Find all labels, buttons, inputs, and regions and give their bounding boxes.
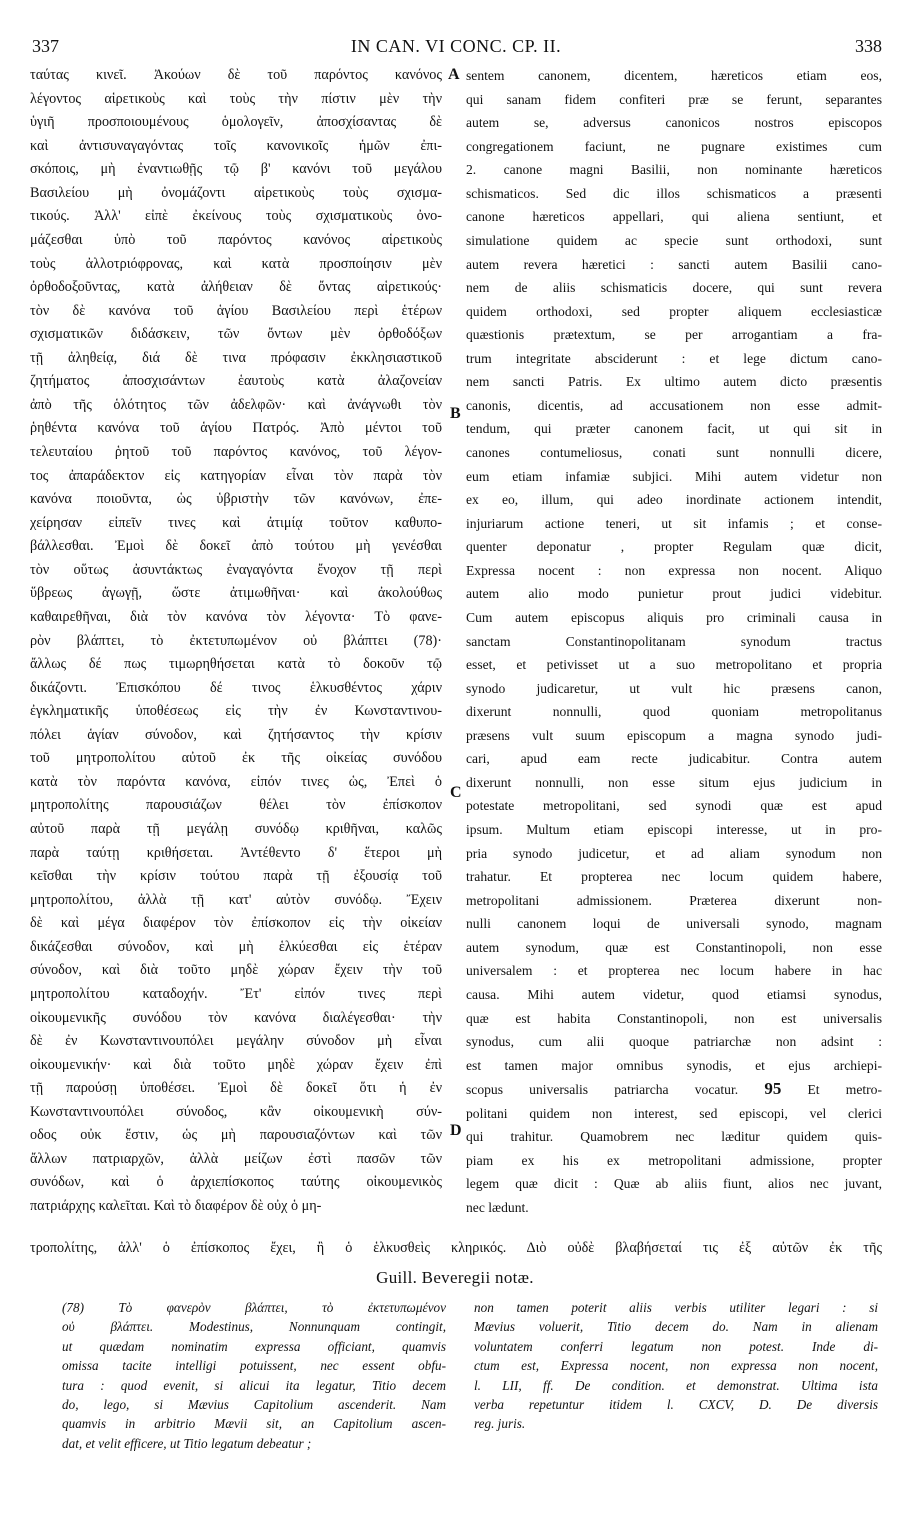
greek-line: παρὰ ταύτῃ κριθήσεται. Ἀντέθεντο δ' ἕτεροι μὴ (30, 844, 442, 861)
greek-line: τικούς. Ἀλλ' εἰπὲ ἐκείνους τοὺς σχισματικοὺς ὀνο- (30, 208, 442, 225)
latin-line: universalem : et propterea nec locum habere in hac (466, 963, 882, 979)
greek-line: δικάζεσθαι σύνοδον, καὶ μὴ ἑλκύεσθαι εἰς ἑτέραν (30, 938, 442, 955)
latin-line: trahatur. Et propterea nec locum quidem habere, (466, 869, 882, 885)
latin-line: quenter deponatur , propter Regulam quæ dicit, (466, 539, 882, 555)
latin-line: qui trahitur. Quamobrem nec læditur quidem quis- (466, 1129, 882, 1145)
latin-line: dixerunt nonnulli, non esse situm ejus judicium in (466, 774, 882, 790)
latin-line: scopus universalis patriarcha vocatur. 95 Et metro- (466, 1079, 882, 1099)
margin-letter-c: C (450, 784, 462, 801)
latin-line: quæ est habita Constantinopoli, non est universalis (466, 1010, 882, 1026)
main-text (30, 64, 882, 1244)
note-line: (78) Τὸ φανερὸν βλάπτει, τὸ ἐκτετυπωμένον (62, 1300, 446, 1315)
greek-line: καὶ ἀντισυναγαγόντας τοῖς κανονικοῖς ἡμῶν ἐπι- (30, 137, 442, 154)
latin-line: qui sanam fidem confiteri præ se ferunt, separantes (466, 91, 882, 107)
note-line: quamvis in arbitrio Mævii sit, an Capitolium ascen- (62, 1416, 446, 1432)
latin-line: injuriarum actione teneri, ut sit infamis ; et conse- (466, 515, 882, 531)
greek-line: σκόποις, μὴ ἐναντιωθῇς τῷ β' κανόνι τοῦ μεγάλου (30, 161, 442, 178)
greek-line: δὲ ἐν Κωνσταντινουπόλει μεγάλην σύνοδον μὴ εἶναι (30, 1033, 442, 1050)
greek-line: αὐτοῦ παρὰ τῇ μεγάλῃ συνόδῳ κριθῆναι, καλῶς (30, 821, 442, 837)
greek-line: ζητήματος ἀποσχισάντων ἑαυτοὺς κατὰ ἀλαζονείαν (30, 373, 442, 390)
greek-line: κεῖσθαι τὴν κρίσιν τούτου παρὰ τῇ ἐξουσίᾳ τοῦ (30, 868, 442, 885)
latin-line: simulatione quidem ac specie sunt orthodoxi, sunt (466, 232, 882, 248)
latin-line: est tamen major omnibus synodis, et ejus archiepi- (466, 1057, 882, 1073)
latin-line: eum etiam infamiæ subjici. Mihi autem videtur non (466, 468, 882, 484)
greek-line: βάλλεσθαι. Ἐμοὶ δὲ δοκεῖ ἀπὸ τούτου μὴ γενέσθαι (30, 538, 442, 555)
greek-line: μητροπολίτου, ἀλλὰ τῇ κατ' αὐτὸν συνόδῳ. Ἔχειν (30, 891, 442, 908)
margin-letter-d: D (450, 1122, 462, 1139)
latin-line: piam ex his ex metropolitani admissione, propter (466, 1152, 882, 1168)
greek-line: ῥηθέντα κανόνα τοῦ ἁγίου Πατρός. Ἀπὸ μέντοι τοῦ (30, 420, 442, 437)
greek-line: κανόνα ποιοῦντα, ὡς ὑβριστὴν τῶν κανόνων, ἐπε- (30, 491, 442, 508)
latin-line: canone hæreticos appellari, qui aliena sentiunt, et (466, 209, 882, 225)
greek-line: τῇ ἀληθείᾳ, διά δὲ τινα πρόφασιν ἐκκλησιαστικοῦ (30, 349, 442, 366)
greek-line: ἐγκληματικῆς ὑποθέσεως εἰς τὴν ἐν Κωνσταντινου- (30, 703, 442, 720)
greek-line: ὑγιῆ προσποιουμένους ὁμολογεῖν, ἀποσχίσαντας δὲ (30, 114, 442, 131)
straddling-greek-line: τροπολίτης, ἀλλ' ὁ ἐπίσκοπος ἔχει, ἢ ὁ ἑλκυσθεὶς κληρικός. Διὸ οὐδὲ βλαβήσεταί τις ἐξ αὐτῶν ἐκ τῆς (30, 1240, 882, 1256)
page-header (30, 36, 882, 60)
note-line: οὐ βλάπτει. Modestinus, Nonnunquam contingit, (62, 1319, 446, 1335)
greek-line: τελευταίου ῥητοῦ τοῦ παρόντος κανόνος, τοῦ λέγον- (30, 444, 442, 460)
note-line: do, lego, si Mævius Capitolium ascenderit. Nam (62, 1397, 446, 1413)
note-line: verba repetuntur itidem l. CXCV, D. De diversis (474, 1397, 878, 1413)
footnotes (62, 1298, 882, 1451)
latin-line: congregationem faciunt, ne pugnare existimes cum (466, 138, 882, 154)
greek-line: ἄλλως δέ πως τιμωρηθήσεται κατὰ τὸ δοκοῦν τῷ (30, 656, 442, 673)
page-number-right: 338 (855, 36, 882, 56)
greek-column (30, 64, 442, 1219)
note-line: voluntatem conferri legatum non potest. Inde di- (474, 1338, 878, 1354)
notes-title: Guill. Beveregii notæ. (376, 1268, 534, 1287)
notes-right-column (474, 1298, 878, 1434)
margin-letter-b: B (450, 405, 461, 422)
greek-line: συνόδων, καὶ ὁ ἀρχιεπίσκοπος ταύτης οἰκουμενικὸς (30, 1174, 442, 1191)
greek-line: μάζεσθαι ὑπὸ τοῦ παρόντος κανόνος αἱρετικοὺς (30, 231, 442, 248)
note-line: ut quædam nominatim expressa officiant, quamvis (62, 1338, 446, 1354)
greek-line: οἰκουμενικῆς συνόδου τὸν κανόνα διαλέγεσθαι· τὴν (30, 1009, 442, 1026)
latin-line: præsens vult suum episcopum a magna synodo judi- (466, 727, 882, 743)
margin-letter-a: A (448, 66, 460, 83)
latin-line: Cum autem episcopus aliquis pro criminali causa in (466, 609, 882, 625)
latin-line: autem synodum, quæ est Constantinopoli, non esse (466, 939, 882, 955)
note-line: tura : quod evenit, si alicui ita legatur, Titio decem (62, 1377, 446, 1393)
latin-line: cari, apud eam recte judicabitur. Contra autem (466, 751, 882, 767)
greek-line: σύνοδον, καὶ διὰ τοῦτο μηδὲ χώραν ἔχειν τὴν τοῦ (30, 962, 442, 979)
greek-line: τὸν δὲ κανόνα τοῦ ἁγίου Βασιλείου περὶ ἑτέρων (30, 302, 442, 319)
greek-line: τοὺς ἀλλοτριόφρονας, καὶ κατὰ προσποίησιν μὲν (30, 255, 442, 272)
latin-line: 2. canone magni Basilii, non nominante hæreticos (466, 162, 882, 178)
greek-line: μητροπολίτης παρουσιάζων θέλει τὸν ἐπίσκοπον (30, 797, 442, 814)
latin-line: nem sancti Patris. Ex ultimo autem dicto præsentis (466, 374, 882, 390)
greek-line: ἄλλων πατριαρχῶν, ἀλλὰ μείζων ἐστὶ πασῶν τῶν (30, 1150, 442, 1167)
latin-line: autem revera hæretici : sancti autem Basilii cano- (466, 256, 882, 272)
greek-line: τοῦ μητροπολίτου αὐτοῦ ἐκ τῆς οἰκείας συνόδου (30, 750, 442, 767)
greek-line: οἰκουμενικήν· καὶ διὰ τοῦτο μηδὲ χώραν ἔχειν ἐπὶ (30, 1056, 442, 1073)
greek-line: κατὰ τὸν παρόντα κανόνα, εἰπόν τινες ὡς, Ἐπεὶ ὁ (30, 773, 442, 790)
note-line: reg. juris. (474, 1416, 526, 1432)
notes-left-column (62, 1298, 446, 1453)
latin-line: quæstionis prætextum, se per arrogantiam a fra- (466, 327, 882, 343)
greek-line: τῇ παρούσῃ ὑποθέσει. Ἐμοὶ δὲ δοκεῖ ὅτι ἡ ἐν (30, 1080, 442, 1097)
latin-line: trum integritate absciderunt : et lege dictum cano- (466, 350, 882, 366)
latin-line: tendum, qui præter canonem facit, ut qui sit in (466, 421, 882, 437)
latin-line: nec lædunt. (466, 1200, 529, 1215)
greek-line: πόλει ἁγίαν σύνοδον, καὶ ζητήσαντος τὴν κρίσιν (30, 726, 442, 743)
latin-line: sentem canonem, dicentem, hæreticos etiam eos, (466, 68, 882, 83)
latin-line: sanctam Constantinopolitanam synodum tractus (466, 633, 882, 649)
greek-line: Βασιλείου μὴ ὀνομάζοντι αἱρετικοὺς τοὺς σχισμα- (30, 184, 442, 201)
greek-line: ὕβρεως ἀγωγῇ, ὥστε ἀτιμωθῆναι· καὶ ἀκολούθως (30, 585, 442, 602)
latin-column (466, 64, 882, 1220)
greek-line: μητροπολίτου καταδοχήν. Ἔτ' εἰπόν τινες περὶ (30, 985, 442, 1002)
greek-line: δὲ καὶ μέγα διαφέρον τὸν ἐπίσκοπον εἰς τὴν οἰκείαν (30, 915, 442, 932)
latin-line: Expressa nocent : non expressa non nocent. Aliquo (466, 562, 882, 578)
latin-line: pria synodo judicetur, et ad aliam synodum non (466, 845, 882, 861)
greek-line: τος ἀπαράδεκτον εἰς κατηγορίαν εἶναι τὸν παρὰ τὸν (30, 467, 442, 484)
note-line: l. LII, ff. De condition. et demonstrat. Ultima ista (474, 1377, 878, 1393)
latin-line: ipsum. Multum etiam episcopi interesse, ut in pro- (466, 822, 882, 837)
latin-line: quidem orthodoxi, sed propter aliquem ecclesiasticæ (466, 303, 882, 319)
page-number-left: 337 (32, 36, 59, 56)
note-line: non tamen poterit aliis verbis utiliter legari : si (474, 1300, 878, 1315)
latin-line: politani quidem non interest, sed episcopi, vel clerici (466, 1105, 882, 1121)
column-marker: 95 (764, 1079, 782, 1099)
running-title: IN CAN. VI CONC. CP. II. (350, 36, 562, 56)
latin-line: autem se, adversus canonicos nostros episcopos (466, 115, 882, 131)
latin-line: esset, et petivisset ut a suo metropolitano et propria (466, 657, 882, 673)
greek-line: οδος οὐκ ἔστιν, ὡς μὴ παρουσιαζόντων καὶ τῶν (30, 1127, 442, 1144)
latin-line: synodo judicaretur, ut vult hic præsens canon, (466, 680, 882, 696)
note-line: omissa tacite intelligi potuissent, nec essent obfu- (62, 1358, 446, 1374)
greek-line: χείρησαν εἰπεῖν τινες καὶ ἀτιμίᾳ τοῦτον καθυπο- (30, 514, 442, 531)
latin-line: nulli canonem loqui de universali synodo, magnam (466, 916, 882, 932)
greek-line: σχισματικῶν διδάσκειν, τῶν ὄντων μὲν ὀρθοδόξων (30, 326, 442, 343)
latin-line: canonis, dicentis, ad accusationem non esse admit- (466, 397, 882, 413)
greek-line: ἀπὸ τῆς ὁλότητος τῶν ἀδελφῶν· καὶ ἀνάγνωθι τὸν (30, 396, 442, 413)
greek-line: ταύτας κινεῖ. Ἀκούων δὲ τοῦ παρόντος κανόνος (30, 67, 442, 83)
note-line: ctum est, Expressa nocent, non expressa non nocent, (474, 1358, 878, 1374)
latin-line: dixerunt nonnulli, quod quoniam metropolitanus (466, 704, 882, 720)
latin-line: legem quæ dicit : Quæ ab aliis fiunt, alios nec juvant, (466, 1176, 882, 1192)
latin-line: schismaticos. Sed dic illos schismaticos a præsenti (466, 185, 882, 201)
note-line: dat, et velit efficere, ut Titio legatum debeatur ; (62, 1435, 312, 1451)
greek-line: δικάζοντι. Ἐπισκόπου δέ τινος ἑλκυσθέντος χάριν (30, 679, 442, 696)
latin-line: autem alio modo punietur prout judici videbitur. (466, 586, 882, 602)
latin-line: nem de aliis schismaticis docere, qui sunt revera (466, 280, 882, 296)
latin-line: metropolitani admissionem. Præterea dixerunt non- (466, 892, 882, 908)
latin-line: ex eo, illum, qui adeo inordinate actionem intendit, (466, 492, 882, 508)
latin-line: potestate metropolitani, sed synodi quæ est apud (466, 798, 882, 814)
latin-continuation: Et metro- (781, 1082, 882, 1098)
latin-line: synodus, cum alii quoque patriarchæ non adsint : (466, 1034, 882, 1050)
latin-line: causa. Mihi autem videtur, quod etiamsi synodus, (466, 986, 882, 1002)
greek-line: Κωνσταντινουπόλει σύνοδος, κἂν οἰκουμενικὴ σύν- (30, 1103, 442, 1120)
greek-line: πατριάρχης καλεῖται. Καὶ τὸ διαφέρον δὲ οὐχ ὁ μη- (30, 1198, 322, 1214)
latin-line: canones contumeliosus, conati sunt nonnulli dicere, (466, 445, 882, 460)
note-line: Mævius voluerit, Titio decem do. Nam in alienam (474, 1319, 878, 1335)
greek-line: ὀρθοδοξοῦντας, κατὰ ἀλήθειαν δὲ ὄντας αἱρετικούς· (30, 279, 442, 296)
greek-line: ρὸν βλάπτει, τὸ ἐκτετυπωμένον οὐ βλάπτει (78)· (30, 632, 442, 649)
greek-line: τὸν οὕτως ἀσυντάκτως ἐναγαγόντα ἔνοχον τῇ περὶ (30, 561, 442, 578)
greek-line: καθαιρεθῆναι, διὰ τὸν κανόνα τὸν λέγοντα· Τὸ φανε- (30, 608, 442, 625)
greek-line: λέγοντος αἱρετικοὺς καὶ τοὺς τὴν πίστιν μὲν τὴν (30, 90, 442, 107)
